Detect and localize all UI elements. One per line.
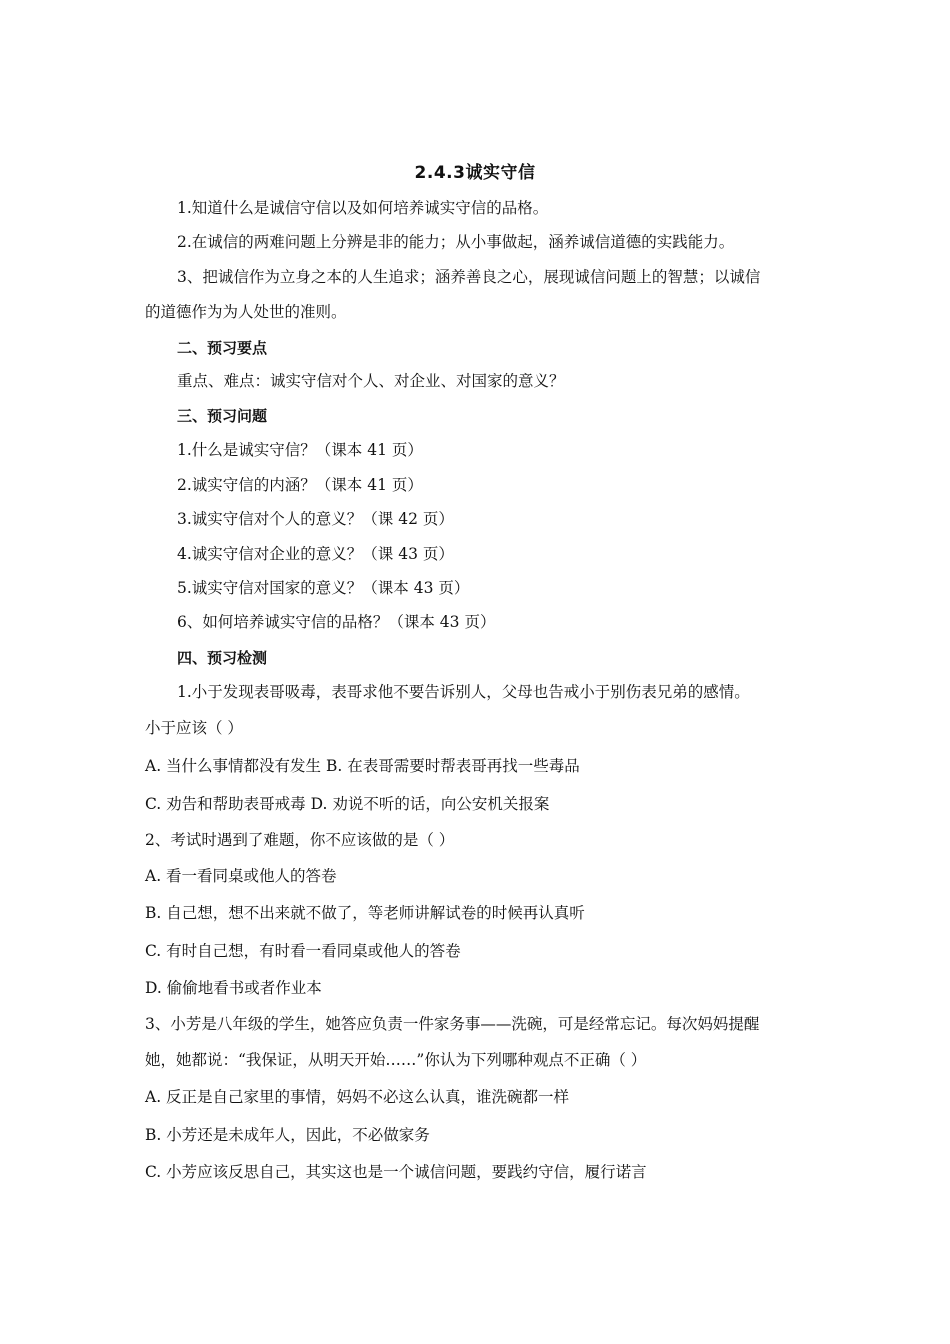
objective-1: 1.知道什么是诚信守信以及如何培养诚实守信的品格。 <box>177 199 549 217</box>
preview-question-2: 2.诚实守信的内涵？（课本 41 页） <box>177 476 423 494</box>
test-q1-options-line2: C. 劝告和帮助表哥戒毒 D. 劝说不听的话，向公安机关报案 <box>145 795 550 813</box>
section-2-text: 重点、难点：诚实守信对个人、对企业、对国家的意义？ <box>177 372 565 390</box>
objective-2: 2.在诚信的两难问题上分辨是非的能力；从小事做起，涵养诚信道德的实践能力。 <box>177 233 735 251</box>
test-q3-option-a: A. 反正是自己家里的事情，妈妈不必这么认真，谁洗碗都一样 <box>145 1088 570 1106</box>
test-q2-option-c: C. 有时自己想，有时看一看同桌或他人的答卷 <box>145 942 461 960</box>
test-q1-stem-line2: 小于应该（ ） <box>145 719 243 737</box>
preview-question-4: 4.诚实守信对企业的意义？（课 43 页） <box>177 545 454 563</box>
test-q2-option-d: D. 偷偷地看书或者作业本 <box>145 979 322 997</box>
test-q2-option-a: A. 看一看同桌或他人的答卷 <box>145 867 337 885</box>
section-4-heading: 四、预习检测 <box>177 649 268 667</box>
test-q1-stem-line1: 1.小于发现表哥吸毒，表哥求他不要告诉别人，父母也告戒小于别伤表兄弟的感情。 <box>177 683 750 701</box>
section-3-heading: 三、预习问题 <box>177 407 268 425</box>
preview-question-5: 5.诚实守信对国家的意义？（课本 43 页） <box>177 579 470 597</box>
test-q2-option-b: B. 自己想，想不出来就不做了，等老师讲解试卷的时候再认真听 <box>145 904 585 922</box>
test-q3-stem-line1: 3、小芳是八年级的学生，她答应负责一件家务事——洗碗，可是经常忘记。每次妈妈提醒 <box>145 1015 760 1033</box>
preview-question-6: 6、如何培养诚实守信的品格？（课本 43 页） <box>177 613 496 631</box>
test-q3-option-b: B. 小芳还是未成年人，因此，不必做家务 <box>145 1126 430 1144</box>
objective-3-continued: 的道德作为为人处世的准则。 <box>145 303 347 321</box>
test-q3-option-c: C. 小芳应该反思自己，其实这也是一个诚信问题，要践约守信，履行诺言 <box>145 1163 647 1181</box>
test-q2-stem: 2、考试时遇到了难题，你不应该做的是（ ） <box>145 831 455 849</box>
test-q3-stem-line2: 她，她都说：“我保证，从明天开始……”你认为下列哪种观点不正确（ ） <box>145 1051 647 1069</box>
objective-3: 3、把诚信作为立身之本的人生追求；涵养善良之心，展现诚信问题上的智慧；以诚信 <box>177 268 761 286</box>
preview-question-1: 1.什么是诚实守信？（课本 41 页） <box>177 441 423 459</box>
document-title: 2.4.3诚实守信 <box>414 163 536 183</box>
test-q1-options-line1: A. 当什么事情都没有发生 B. 在表哥需要时帮表哥再找一些毒品 <box>145 757 580 775</box>
section-2-heading: 二、预习要点 <box>177 339 268 357</box>
preview-question-3: 3.诚实守信对个人的意义？（课 42 页） <box>177 510 454 528</box>
